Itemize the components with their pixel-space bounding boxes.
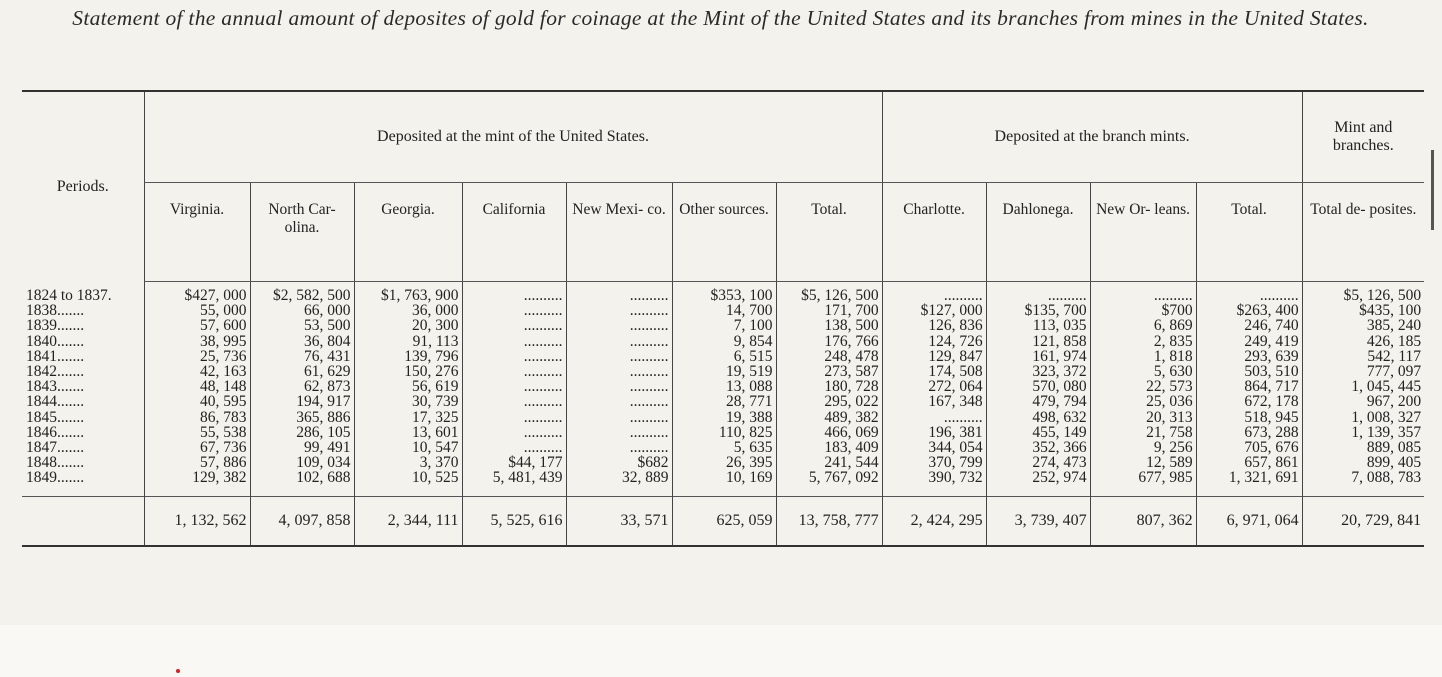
value-cell: .......... (462, 349, 566, 364)
value-cell: 25, 036 (1090, 394, 1196, 409)
value-cell: 2, 835 (1090, 334, 1196, 349)
value-cell: 36, 804 (250, 334, 354, 349)
table-row (22, 318, 1424, 333)
total-cell: 13, 758, 777 (776, 496, 882, 546)
value-cell: 180, 728 (776, 379, 882, 394)
header-group-mint-and-branches: Mint and branches. (1302, 91, 1424, 183)
value-cell: .......... (462, 410, 566, 425)
value-cell: .......... (566, 349, 672, 364)
totals-label-cell (22, 496, 144, 546)
value-cell: $5, 126, 500 (776, 282, 882, 304)
value-cell: 56, 619 (354, 379, 462, 394)
period-cell: 1842....... (26, 363, 85, 381)
table-row (22, 425, 1424, 440)
value-cell: 5, 767, 092 (776, 470, 882, 485)
period-cell: 1843....... (26, 378, 85, 396)
value-cell: $682 (566, 455, 672, 470)
value-cell: 91, 113 (354, 334, 462, 349)
value-cell: 1, 818 (1090, 349, 1196, 364)
value-cell: .......... (1090, 282, 1196, 304)
value-cell: .......... (566, 425, 672, 440)
column-header: Charlotte. (882, 183, 986, 282)
value-cell: 390, 732 (882, 470, 986, 485)
value-cell: 66, 000 (250, 303, 354, 318)
value-cell: 1, 139, 357 (1302, 425, 1424, 440)
value-cell: $435, 100 (1302, 303, 1424, 318)
column-header: Georgia. (354, 183, 462, 282)
value-cell: 110, 825 (672, 425, 776, 440)
value-cell: 126, 836 (882, 318, 986, 333)
value-cell: 3, 370 (354, 455, 462, 470)
value-cell: .......... (462, 440, 566, 455)
column-header: Total. (1196, 183, 1302, 282)
totals-row (22, 496, 1424, 546)
value-cell: .......... (462, 282, 566, 304)
value-cell: 161, 974 (986, 349, 1090, 364)
table-row (22, 282, 1424, 304)
period-cell: 1840....... (26, 332, 85, 350)
value-cell: 967, 200 (1302, 394, 1424, 409)
value-cell: 38, 995 (144, 334, 250, 349)
value-cell: 21, 758 (1090, 425, 1196, 440)
value-cell: 352, 366 (986, 440, 1090, 455)
value-cell: .......... (566, 334, 672, 349)
value-cell: 36, 000 (354, 303, 462, 318)
value-cell: 102, 688 (250, 470, 354, 485)
table-row (22, 440, 1424, 455)
value-cell: 67, 736 (144, 440, 250, 455)
value-cell: .......... (462, 379, 566, 394)
table-body (22, 282, 1424, 497)
value-cell: 777, 097 (1302, 364, 1424, 379)
value-cell: 323, 372 (986, 364, 1090, 379)
period-cell: 1849....... (26, 469, 85, 487)
value-cell: 272, 064 (882, 379, 986, 394)
value-cell: $5, 126, 500 (1302, 282, 1424, 304)
table-row (22, 455, 1424, 470)
value-cell: 28, 771 (672, 394, 776, 409)
value-cell: .......... (566, 410, 672, 425)
value-cell: 385, 240 (1302, 318, 1424, 333)
value-cell: .......... (566, 379, 672, 394)
value-cell: .......... (462, 364, 566, 379)
value-cell: 40, 595 (144, 394, 250, 409)
table-row (22, 470, 1424, 485)
table-row (22, 303, 1424, 318)
value-cell: 10, 169 (672, 470, 776, 485)
value-cell: 248, 478 (776, 349, 882, 364)
column-header: North Car- olina. (250, 183, 354, 282)
header-group-branch: Deposited at the branch mints. (882, 91, 1302, 183)
table-row (22, 379, 1424, 394)
value-cell: 673, 288 (1196, 425, 1302, 440)
value-cell: 1, 045, 445 (1302, 379, 1424, 394)
value-cell: $127, 000 (882, 303, 986, 318)
value-cell: .......... (566, 364, 672, 379)
value-cell: 677, 985 (1090, 470, 1196, 485)
total-cell: 4, 097, 858 (250, 496, 354, 546)
column-header: Virginia. (144, 183, 250, 282)
value-cell: 57, 886 (144, 455, 250, 470)
column-header: Total de- posites. (1302, 183, 1424, 282)
value-cell: $353, 100 (672, 282, 776, 304)
value-cell: 183, 409 (776, 440, 882, 455)
column-header: Total. (776, 183, 882, 282)
value-cell: .......... (462, 394, 566, 409)
value-cell: 167, 348 (882, 394, 986, 409)
value-cell: 1, 008, 327 (1302, 410, 1424, 425)
value-cell: 20, 300 (354, 318, 462, 333)
value-cell: 86, 783 (144, 410, 250, 425)
value-cell: 22, 573 (1090, 379, 1196, 394)
table-row (22, 410, 1424, 425)
table-row (22, 349, 1424, 364)
value-cell: 426, 185 (1302, 334, 1424, 349)
value-cell: 19, 519 (672, 364, 776, 379)
period-cell: 1848....... (26, 454, 85, 472)
value-cell: 174, 508 (882, 364, 986, 379)
total-cell: 807, 362 (1090, 496, 1196, 546)
period-cell: 1847....... (26, 439, 85, 457)
value-cell: 672, 178 (1196, 394, 1302, 409)
value-cell: .......... (566, 440, 672, 455)
value-cell: 61, 629 (250, 364, 354, 379)
value-cell: 17, 325 (354, 410, 462, 425)
value-cell: 273, 587 (776, 364, 882, 379)
value-cell: $135, 700 (986, 303, 1090, 318)
value-cell: .......... (462, 334, 566, 349)
total-cell: 5, 525, 616 (462, 496, 566, 546)
value-cell: .......... (882, 410, 986, 425)
value-cell: 455, 149 (986, 425, 1090, 440)
value-cell: 113, 035 (986, 318, 1090, 333)
value-cell: 129, 847 (882, 349, 986, 364)
page-edge-mark (1431, 150, 1434, 230)
value-cell: 19, 388 (672, 410, 776, 425)
value-cell: 76, 431 (250, 349, 354, 364)
value-cell: .......... (566, 303, 672, 318)
value-cell: 489, 382 (776, 410, 882, 425)
value-cell: .......... (1196, 282, 1302, 304)
value-cell: 171, 700 (776, 303, 882, 318)
value-cell: 57, 600 (144, 318, 250, 333)
value-cell: 62, 873 (250, 379, 354, 394)
value-cell: 55, 000 (144, 303, 250, 318)
period-cell: 1845....... (26, 408, 85, 426)
period-cell: 1846....... (26, 423, 85, 441)
table-row (22, 364, 1424, 379)
value-cell: 20, 313 (1090, 410, 1196, 425)
header-periods: Periods. (56, 177, 109, 195)
value-cell: 194, 917 (250, 394, 354, 409)
value-cell: 139, 796 (354, 349, 462, 364)
value-cell: 705, 676 (1196, 440, 1302, 455)
value-cell: 55, 538 (144, 425, 250, 440)
value-cell: 196, 381 (882, 425, 986, 440)
value-cell: 1, 321, 691 (1196, 470, 1302, 485)
value-cell: .......... (566, 318, 672, 333)
total-cell: 1, 132, 562 (144, 496, 250, 546)
value-cell: 32, 889 (566, 470, 672, 485)
value-cell: $2, 582, 500 (250, 282, 354, 304)
column-header: Other sources. (672, 183, 776, 282)
value-cell: 274, 473 (986, 455, 1090, 470)
value-cell: 10, 547 (354, 440, 462, 455)
value-cell: 7, 100 (672, 318, 776, 333)
value-cell: 176, 766 (776, 334, 882, 349)
value-cell: 864, 717 (1196, 379, 1302, 394)
value-cell: 293, 639 (1196, 349, 1302, 364)
value-cell: .......... (462, 318, 566, 333)
value-cell: 99, 491 (250, 440, 354, 455)
value-cell: 466, 069 (776, 425, 882, 440)
value-cell: 246, 740 (1196, 318, 1302, 333)
value-cell: 241, 544 (776, 455, 882, 470)
value-cell: 570, 080 (986, 379, 1090, 394)
value-cell: 365, 886 (250, 410, 354, 425)
value-cell: 6, 515 (672, 349, 776, 364)
table-row (22, 334, 1424, 349)
value-cell: .......... (986, 282, 1090, 304)
value-cell: $44, 177 (462, 455, 566, 470)
value-cell: $1, 763, 900 (354, 282, 462, 304)
value-cell: .......... (566, 282, 672, 304)
red-dot-mark (176, 669, 180, 673)
value-cell: 370, 799 (882, 455, 986, 470)
value-cell: 53, 500 (250, 318, 354, 333)
column-header-row (22, 183, 1424, 282)
value-cell: .......... (462, 425, 566, 440)
value-cell: 109, 034 (250, 455, 354, 470)
value-cell: .......... (882, 282, 986, 304)
value-cell: 9, 256 (1090, 440, 1196, 455)
value-cell: .......... (462, 303, 566, 318)
period-cell: 1838....... (26, 302, 85, 320)
value-cell: 150, 276 (354, 364, 462, 379)
value-cell: 7, 088, 783 (1302, 470, 1424, 485)
spacer-row (22, 486, 1424, 497)
value-cell: 899, 405 (1302, 455, 1424, 470)
value-cell: 30, 739 (354, 394, 462, 409)
value-cell: 5, 481, 439 (462, 470, 566, 485)
column-header: New Or- leans. (1090, 183, 1196, 282)
value-cell: 5, 635 (672, 440, 776, 455)
value-cell: 124, 726 (882, 334, 986, 349)
period-cell: 1839....... (26, 317, 85, 335)
value-cell: 13, 601 (354, 425, 462, 440)
value-cell: 657, 861 (1196, 455, 1302, 470)
value-cell: 121, 858 (986, 334, 1090, 349)
value-cell: 48, 148 (144, 379, 250, 394)
value-cell: 518, 945 (1196, 410, 1302, 425)
value-cell: 14, 700 (672, 303, 776, 318)
column-header: Dahlonega. (986, 183, 1090, 282)
value-cell: .......... (566, 394, 672, 409)
value-cell: 13, 088 (672, 379, 776, 394)
total-cell: 3, 739, 407 (986, 496, 1090, 546)
value-cell: 10, 525 (354, 470, 462, 485)
value-cell: 42, 163 (144, 364, 250, 379)
value-cell: 344, 054 (882, 440, 986, 455)
value-cell: 498, 632 (986, 410, 1090, 425)
total-cell: 2, 344, 111 (354, 496, 462, 546)
total-cell: 6, 971, 064 (1196, 496, 1302, 546)
value-cell: 25, 736 (144, 349, 250, 364)
table-title: Statement of the annual amount of deposites of gold for coinage at the Mint of the United States and its branches from mines in the United States. (72, 6, 1369, 30)
total-cell: 625, 059 (672, 496, 776, 546)
period-cell: 1824 to 1837. (26, 286, 112, 304)
value-cell: 129, 382 (144, 470, 250, 485)
value-cell: $700 (1090, 303, 1196, 318)
value-cell: 138, 500 (776, 318, 882, 333)
value-cell: 5, 630 (1090, 364, 1196, 379)
value-cell: 889, 085 (1302, 440, 1424, 455)
value-cell: 26, 395 (672, 455, 776, 470)
value-cell: 479, 794 (986, 394, 1090, 409)
value-cell: 252, 974 (986, 470, 1090, 485)
total-cell: 20, 729, 841 (1302, 496, 1424, 546)
column-header: California (462, 183, 566, 282)
header-group-mint: Deposited at the mint of the United States. (144, 91, 882, 183)
value-cell: 12, 589 (1090, 455, 1196, 470)
table-row (22, 394, 1424, 409)
total-cell: 33, 571 (566, 496, 672, 546)
value-cell: 286, 105 (250, 425, 354, 440)
period-cell: 1844....... (26, 393, 85, 411)
column-header: New Mexi- co. (566, 183, 672, 282)
total-cell: 2, 424, 295 (882, 496, 986, 546)
value-cell: 503, 510 (1196, 364, 1302, 379)
value-cell: 6, 869 (1090, 318, 1196, 333)
value-cell: $427, 000 (144, 282, 250, 304)
value-cell: 542, 117 (1302, 349, 1424, 364)
gold-deposits-table (22, 90, 1424, 547)
value-cell: $263, 400 (1196, 303, 1302, 318)
period-cell: 1841....... (26, 347, 85, 365)
value-cell: 9, 854 (672, 334, 776, 349)
value-cell: 295, 022 (776, 394, 882, 409)
value-cell: 249, 419 (1196, 334, 1302, 349)
